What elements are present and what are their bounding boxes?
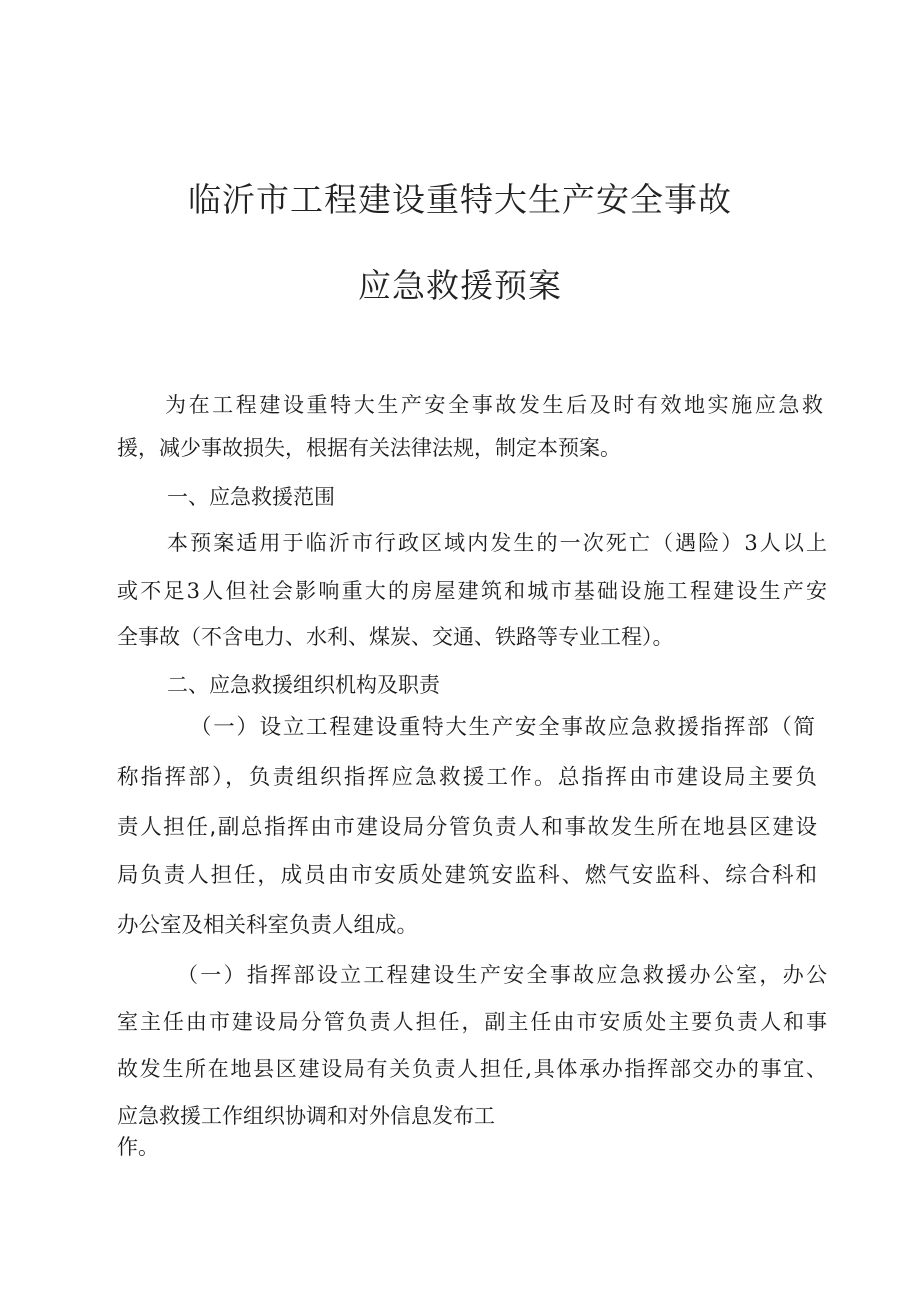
section-2-item-2-line-3: 故发生所在地县区建设局有关负责人担任,具体承办指挥部交办的事宜、 bbox=[117, 1057, 827, 1081]
document-title-line-1: 临沂市工程建设重特大生产安全事故 bbox=[188, 180, 732, 219]
section-1-line-3: 全事故（不含电力、水利、煤炭、交通、铁路等专业工程）。 bbox=[117, 625, 674, 649]
section-1-heading: 一、应急救援范围 bbox=[167, 485, 335, 509]
section-2-item-1-line-2: 称指挥部），负责组织指挥应急救援工作。总指挥由市建设局主要负 bbox=[117, 765, 817, 790]
section-2-item-2-line-2: 室主任由市建设局分管负责人担任，副主任由市安质处主要负责人和事 bbox=[117, 1010, 827, 1034]
section-2-item-1-line-1: （一）设立工程建设重特大生产安全事故应急救援指挥部（简 bbox=[190, 715, 815, 740]
section-1-line-2: 或不足3人但社会影响重大的房屋建筑和城市基础设施工程建设生产安 bbox=[117, 579, 827, 603]
intro-line-2: 援，减少事故损失，根据有关法律法规，制定本预案。 bbox=[117, 436, 621, 460]
section-2-item-2-line-4: 应急救援工作组织协调和对外信息发布工 bbox=[117, 1104, 495, 1128]
section-2-item-1-line-3: 责人担任,副总指挥由市建设局分管负责人和事故发生所在地县区建设 bbox=[117, 815, 817, 840]
section-2-item-1-line-5: 办公室及相关科室负责人组成。 bbox=[117, 913, 419, 938]
document-title-line-2: 应急救援预案 bbox=[358, 266, 562, 305]
section-2-heading: 二、应急救援组织机构及职责 bbox=[167, 673, 440, 697]
section-2-item-2-line-5: 作。 bbox=[117, 1135, 159, 1159]
section-2-item-2-line-1: （一）指挥部设立工程建设生产安全事故应急救援办公室，办公 bbox=[177, 963, 827, 987]
section-2-item-1-line-4: 局负责人担任，成员由市安质处建筑安监科、燃气安监科、综合科和 bbox=[117, 863, 817, 888]
intro-line-1: 为在工程建设重特大生产安全事故发生后及时有效地实施应急救 bbox=[165, 393, 823, 417]
section-1-line-1: 本预案适用于临沂市行政区域内发生的一次死亡（遇险）3人以上 bbox=[167, 531, 827, 555]
